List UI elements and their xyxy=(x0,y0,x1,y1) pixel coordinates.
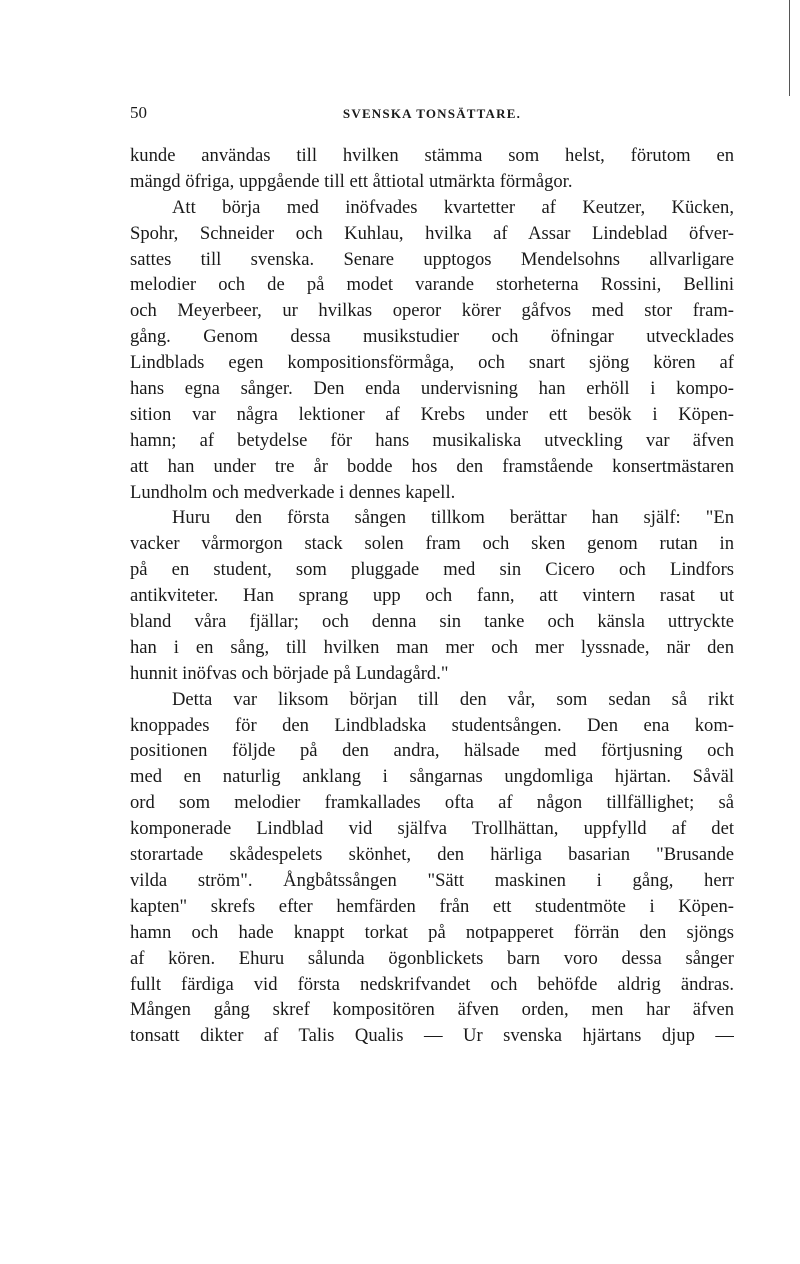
text-line: Huru den första sången tillkom berättar han själf: "En xyxy=(172,507,734,529)
text-line: Detta var liksom början till den vår, som sedan så rikt xyxy=(172,688,734,710)
text-line: storartade skådespelets skönhet, den härliga basarian "Brusande xyxy=(130,844,734,866)
text-line: gång. Genom dessa musikstudier och öfningar utvecklades xyxy=(130,326,734,348)
text-line: ord som melodier framkallades ofta af någon tillfällighet; så xyxy=(130,792,734,814)
running-title: SVENSKA TONSÄTTARE. xyxy=(342,106,522,121)
text-line: vacker vårmorgon stack solen fram och sken genom rutan in xyxy=(130,533,734,555)
page-header xyxy=(130,103,734,125)
text-line: med en naturlig anklang i sångarnas ungdomliga hjärtan. Såväl xyxy=(130,766,734,788)
text-line: Mången gång skref kompositören äfven orden, men har äfven xyxy=(130,999,734,1021)
text-line: bland våra fjällar; och denna sin tanke och känsla uttryckte xyxy=(130,611,734,633)
text-line: hamn och hade knappt torkat på notpapperet förrän den sjöngs xyxy=(130,921,734,943)
text-line: melodier och de på modet varande storheterna Rossini, Bellini xyxy=(130,274,734,296)
text-line: antikviteter. Han sprang upp och fann, att vintern rasat ut xyxy=(130,585,734,607)
text-line: Lindblads egen kompositionsförmåga, och snart sjöng kören af xyxy=(130,352,734,374)
text-line: sition var några lektioner af Krebs under ett besök i Köpen- xyxy=(130,403,734,425)
text-line: hans egna sånger. Den enda undervisning han erhöll i kompo- xyxy=(130,378,734,400)
page-number: 50 xyxy=(130,103,147,122)
text-line: och Meyerbeer, ur hvilkas operor körer gåfvos med stor fram- xyxy=(130,300,734,322)
text-line: på en student, som pluggade med sin Cicero och Lindfors xyxy=(130,559,734,581)
text-line: Spohr, Schneider och Kuhlau, hvilka af Assar Lindeblad öfver- xyxy=(130,222,734,244)
text-line: kunde användas till hvilken stämma som helst, förutom en xyxy=(130,145,734,166)
text-line: af kören. Ehuru sålunda ögonblickets barn voro dessa sånger xyxy=(130,947,734,969)
text-line: tonsatt dikter af Talis Qualis — Ur svenska hjärtans djup — xyxy=(130,1025,734,1047)
text-line: komponerade Lindblad vid själfva Trollhättan, uppfylld af det xyxy=(130,818,734,840)
text-line: hunnit inöfvas och började på Lundagård." xyxy=(130,662,449,684)
page-edge-line xyxy=(789,0,790,96)
text-line: vilda ström". Ångbåtssången "Sätt maskinen i gång, herr xyxy=(130,869,734,891)
book-page xyxy=(130,103,734,1049)
body-text xyxy=(130,143,734,1049)
text-line: mängd öfriga, uppgående till ett åttiotal utmärkta förmågor. xyxy=(130,170,573,192)
text-line: Att börja med inöfvades kvartetter af Keutzer, Kücken, xyxy=(172,196,734,218)
text-line: sattes till svenska. Senare upptogos Mendelsohns allvarligare xyxy=(130,248,734,270)
text-line: hamn; af betydelse för hans musikaliska utveckling var äfven xyxy=(130,429,734,451)
text-line: han i en sång, till hvilken man mer och mer lyssnade, när den xyxy=(130,636,734,658)
text-line: kapten" skrefs efter hemfärden från ett studentmöte i Köpen- xyxy=(130,895,734,917)
text-line: positionen följde på den andra, hälsade med förtjusning och xyxy=(130,740,734,762)
text-line: knoppades för den Lindbladska studentsången. Den ena kom- xyxy=(130,714,734,736)
text-line: Lundholm och medverkade i dennes kapell. xyxy=(130,481,456,503)
text-line: fullt färdiga vid första nedskrifvandet och behöfde aldrig ändras. xyxy=(130,973,734,995)
text-line: att han under tre år bodde hos den framstående konsertmästaren xyxy=(130,455,734,477)
